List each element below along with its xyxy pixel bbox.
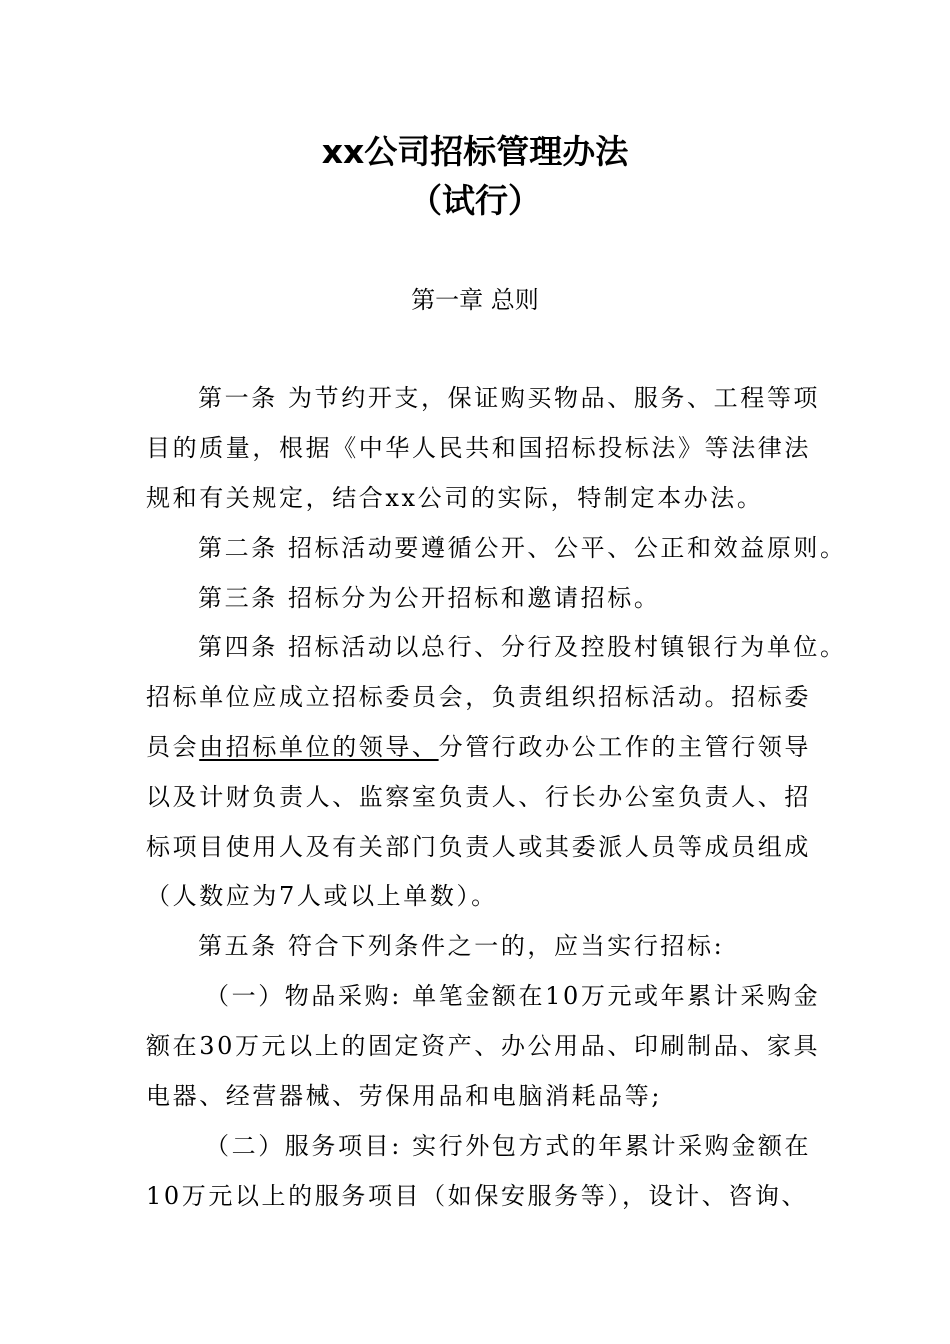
article-1-line-1: 第一条 为节约开支，保证购买物品、服务、工程等项	[198, 384, 821, 412]
item-2-line-1: （二）服务项目: 实行外包方式的年累计采购金额在	[205, 1132, 812, 1160]
article-4-line-4: 以及计财负责人、监察室负责人、行长办公室负责人、招	[146, 783, 811, 811]
underlined-phrase: 由招标单位的领导、	[199, 733, 439, 761]
article-2-line: 第二条 招标活动要遵循公开、公平、公正和效益原则。	[198, 534, 847, 562]
article-4-line-6: （人数应为7人或以上单数）。	[146, 882, 498, 910]
article-5-line: 第五条 符合下列条件之一的，应当实行招标:	[198, 932, 725, 960]
item-2-line-2: 10万元以上的服务项目（如保安服务等），设计、咨询、	[146, 1182, 809, 1210]
article-1-line-2: 目的质量，根据《中华人民共和国招标投标法》等法律法	[146, 434, 811, 462]
document-subtitle: （试行）	[409, 181, 541, 220]
chapter-heading: 第一章 总则	[411, 286, 539, 314]
article-1-line-3: 规和有关规定，结合xx公司的实际，特制定本办法。	[146, 484, 764, 512]
article-4-line-3	[146, 732, 826, 762]
article-4-line-3-lead: 员会	[146, 733, 200, 761]
document-title: xx公司招标管理办法	[321, 132, 629, 171]
article-4-line-1: 第四条 招标活动以总行、分行及控股村镇银行为单位。	[198, 633, 847, 661]
article-4-line-2: 招标单位应成立招标委员会，负责组织招标活动。招标委	[146, 683, 811, 711]
article-4-line-5: 标项目使用人及有关部门负责人或其委派人员等成员组成	[146, 833, 811, 861]
article-4-line-3-tail: 分管行政办公工作的主管行领导	[438, 733, 812, 761]
item-1-line-3: 电器、经营器械、劳保用品和电脑消耗品等;	[146, 1082, 663, 1110]
item-1-line-1: （一）物品采购: 单笔金额在10万元或年累计采购金	[205, 982, 821, 1010]
item-1-line-2: 额在30万元以上的固定资产、办公用品、印刷制品、家具	[146, 1032, 821, 1060]
article-3-line: 第三条 招标分为公开招标和邀请招标。	[198, 584, 661, 612]
